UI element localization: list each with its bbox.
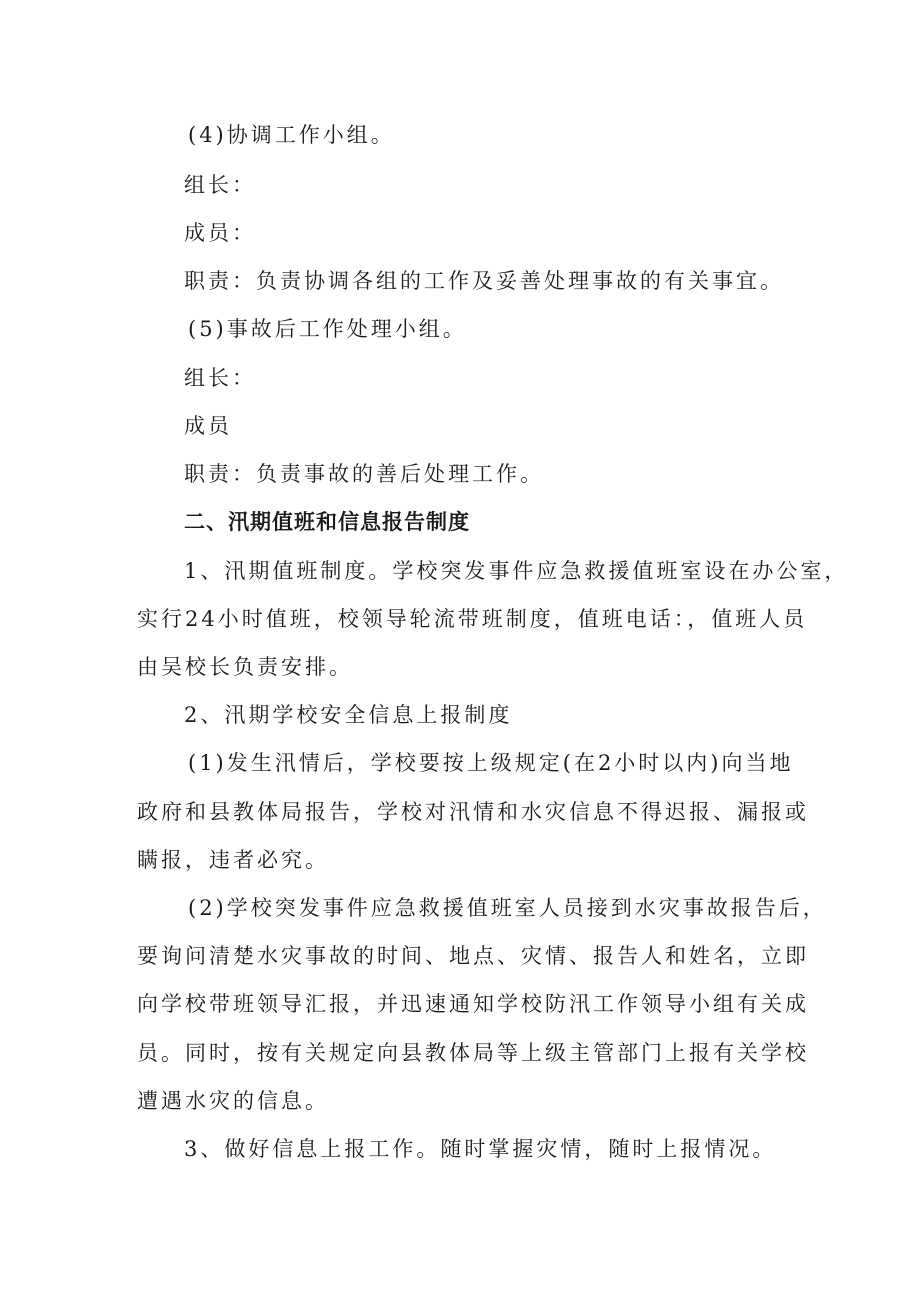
paragraph-line: (2)学校突发事件应急救援值班室人员接到水灾事故报告后， — [188, 896, 827, 920]
paragraph-line: 遭遇水灾的信息。 — [137, 1089, 329, 1113]
leader-label: 组长： — [184, 173, 256, 197]
paragraph-line: 瞒报，违者必究。 — [137, 848, 329, 872]
paragraph-line: 向学校带班领导汇报，并迅速通知学校防汛工作领导小组有关成 — [137, 992, 809, 1016]
paragraph-line: 要询问清楚水灾事故的时间、地点、灾情、报告人和姓名，立即 — [137, 944, 809, 968]
duty-text: 职责：负责事故的善后处理工作。 — [184, 462, 544, 486]
subsection-4-title: (4)协调工作小组。 — [188, 123, 395, 147]
paragraph-line: 实行24小时值班，校领导轮流带班制度，值班电话：，值班人员 — [137, 607, 808, 631]
paragraph-line: 政府和县教体局报告，学校对汛情和水灾信息不得迟报、漏报或 — [137, 800, 809, 824]
item-title: 2、汛期学校安全信息上报制度 — [184, 703, 513, 727]
paragraph-line: 3、做好信息上报工作。随时掌握灾情，随时上报情况。 — [184, 1137, 777, 1161]
section-heading: 二、汛期值班和信息报告制度 — [184, 510, 470, 534]
members-label: 成员 — [184, 414, 232, 438]
paragraph-line: 员。同时，按有关规定向县教体局等上级主管部门上报有关学校 — [137, 1041, 809, 1065]
paragraph-line: 1、汛期值班制度。学校突发事件应急救援值班室设在办公室， — [184, 559, 849, 583]
subsection-5-title: (5)事故后工作处理小组。 — [188, 317, 467, 341]
members-label: 成员： — [184, 221, 256, 245]
paragraph-line: 由吴校长负责安排。 — [137, 655, 353, 679]
leader-label: 组长： — [184, 366, 256, 390]
duty-text: 职责：负责协调各组的工作及妥善处理事故的有关事宜。 — [184, 269, 784, 293]
paragraph-line: (1)发生汛情后，学校要按上级规定(在2小时以内)向当地 — [188, 751, 794, 775]
